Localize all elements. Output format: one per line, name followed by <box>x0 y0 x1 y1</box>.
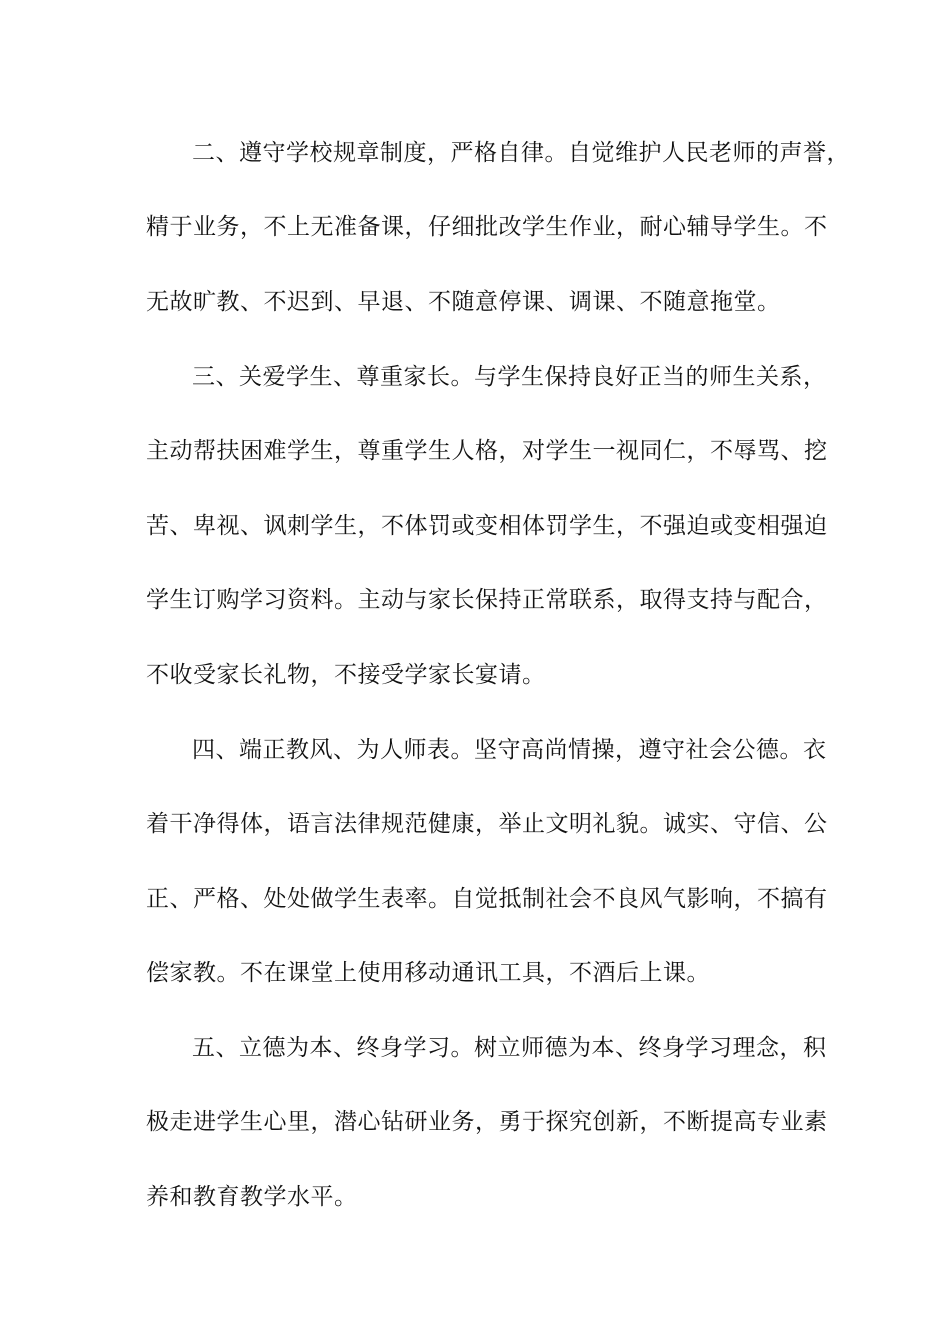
paragraph-4-line-2: 着干净得体，语言法律规范健康，举止文明礼貌。诚实、守信、公 <box>146 811 828 837</box>
paragraph-5-line-3: 养和教育教学水平。 <box>146 1184 358 1210</box>
paragraph-3-line-2: 主动帮扶困难学生，尊重学生人格，对学生一视同仁，不辱骂、挖 <box>146 438 828 464</box>
paragraph-3-line-1: 三、关爱学生、尊重家长。与学生保持良好正当的师生关系， <box>192 364 827 390</box>
paragraph-3-line-5: 不收受家长礼物，不接受学家长宴请。 <box>146 662 546 688</box>
paragraph-2-line-2: 精于业务，不上无准备课，仔细批改学生作业，耐心辅导学生。不 <box>146 214 828 240</box>
paragraph-4-line-1: 四、端正教风、为人师表。坚守高尚情操，遵守社会公德。衣 <box>192 737 827 763</box>
paragraph-4-line-3: 正、严格、处处做学生表率。自觉抵制社会不良风气影响，不搞有 <box>146 886 828 912</box>
paragraph-2-line-1: 二、遵守学校规章制度，严格自律。自觉维护人民老师的声誉， <box>192 140 850 166</box>
paragraph-4-line-4: 偿家教。不在课堂上使用移动通讯工具，不酒后上课。 <box>146 960 710 986</box>
paragraph-5-line-1: 五、立德为本、终身学习。树立师德为本、终身学习理念，积 <box>192 1035 827 1061</box>
paragraph-5-line-2: 极走进学生心里，潜心钻研业务，勇于探究创新，不断提高专业素 <box>146 1109 828 1135</box>
paragraph-3-line-3: 苦、卑视、讽刺学生，不体罚或变相体罚学生，不强迫或变相强迫 <box>146 513 828 539</box>
paragraph-3-line-4: 学生订购学习资料。主动与家长保持正常联系，取得支持与配合， <box>146 587 828 613</box>
paragraph-2-line-3: 无故旷教、不迟到、早退、不随意停课、调课、不随意拖堂。 <box>146 289 781 315</box>
